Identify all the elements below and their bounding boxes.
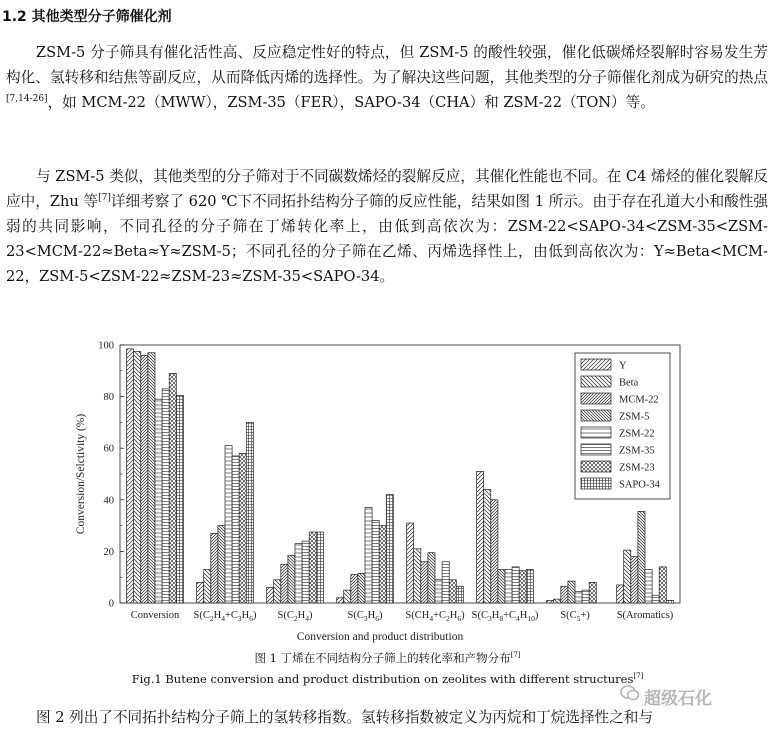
bar (512, 567, 519, 603)
bar (316, 532, 323, 603)
legend-label: SAPO-34 (619, 479, 660, 491)
y-tick-label: 80 (103, 392, 114, 404)
bar (309, 532, 316, 603)
x-tick-label: $S(C_5+)$ (560, 610, 590, 623)
bar (561, 586, 568, 603)
bar (449, 580, 456, 603)
x-tick-label: Conversion (130, 610, 180, 621)
x-tick-label: S(Aromatics) (616, 610, 674, 621)
legend-label: ZSM-35 (619, 445, 655, 457)
bar-chart (70, 335, 690, 647)
bar (414, 549, 421, 603)
bar (295, 544, 302, 603)
bar (351, 575, 358, 603)
legend-label: Y (619, 360, 627, 372)
bar (204, 569, 211, 603)
legend-swatch (581, 461, 611, 472)
bar (155, 399, 162, 603)
bar (498, 569, 505, 603)
bar (484, 489, 491, 603)
bar (519, 571, 526, 603)
paragraph-3: 图 2 列出了不同拓扑结构分子筛上的氢转移指数。氢转移指数被定义为丙烷和丁烷选择性之和与 (36, 709, 653, 726)
bar (141, 355, 148, 603)
x-tick-label: $S(CH_4+C_2H_6)$ (405, 610, 465, 623)
bar (302, 541, 309, 603)
y-tick-label: 60 (103, 443, 114, 455)
bar (589, 582, 596, 603)
legend-swatch (581, 444, 611, 455)
bar (582, 590, 589, 603)
bar (421, 562, 428, 603)
bar (246, 422, 253, 603)
bar (127, 349, 134, 603)
x-axis-label: Conversion and product distribution (296, 631, 464, 643)
y-tick-label: 40 (103, 495, 114, 507)
paragraph-1: ZSM-5 分子筛具有催化活性高、反应稳定性好的特点，但 ZSM-5 的酸性较强，催化低碳烯烃裂解时容易发生芳构化、氢转移和结焦等副反应，从而降低丙烯的选择性。为了解决这些问题，其他类型的分子筛催化剂成为研究的热点[7,14-26]，如 MCM-22（MWW），ZSM-35（FER），SAPO-34（CHA）和 ZSM-22（TON）等。 (6, 44, 768, 111)
bar (148, 353, 155, 603)
legend-label: ZSM-5 (619, 411, 650, 423)
bar (344, 590, 351, 603)
bar (372, 520, 379, 603)
y-axis-label: Conversion/Selctivity (%) (75, 413, 87, 535)
bar (652, 595, 659, 603)
bar (547, 600, 554, 603)
bar (575, 591, 582, 603)
bar (225, 446, 232, 603)
bar (162, 389, 169, 603)
bar (477, 471, 484, 603)
legend-swatch (581, 393, 611, 404)
legend-label: ZSM-22 (619, 428, 655, 440)
bar (232, 456, 239, 603)
bar (456, 586, 463, 603)
legend-swatch (581, 359, 611, 370)
bar (526, 569, 533, 603)
legend-swatch (581, 427, 611, 438)
citation[interactable]: [7] (98, 193, 111, 204)
bar (554, 599, 561, 603)
bar (407, 523, 414, 603)
paragraph-2: 与 ZSM-5 类似，其他类型的分子筛对于不同碳数烯烃的裂解反应，其催化性能也不同。在 C4 烯烃的催化裂解反应中，Zhu 等[7]详细考察了 620 ℃下不同拓扑结构分子筛的反应性能，结果如图 1 所示。由于存在孔道大小和酸性强弱的共同影响，不同孔径的分子筛在丁烯转化率上，由低到高依次为：ZSM-22<SAPO-34<ZSM-35<ZSM-23<MCM-22≈Beta≈Y≈ZSM-5；不同孔径的分子筛在乙烯、丙烯选择性上，由低到高依次为：Y≈Beta<MCM-22，ZSM-5<ZSM-22≈ZSM-23≈ZSM-35<SAPO-34。 (6, 168, 768, 285)
bar (274, 580, 281, 603)
bar (281, 564, 288, 603)
figure-caption-cn: 图 1 丁烯在不同结构分子筛上的转化率和产物分布[7] (254, 651, 521, 665)
bar (134, 351, 141, 603)
bar (624, 550, 631, 603)
bar (428, 553, 435, 603)
bar (645, 569, 652, 603)
y-tick-label: 100 (98, 340, 114, 352)
legend-swatch (581, 478, 611, 489)
bar (666, 600, 673, 603)
bar (239, 453, 246, 603)
bar (435, 580, 442, 603)
bar (358, 573, 365, 603)
bar (442, 562, 449, 603)
wechat-icon (620, 685, 640, 701)
legend-swatch (581, 376, 611, 387)
bar (211, 533, 218, 603)
bar (379, 526, 386, 603)
bar (568, 581, 575, 603)
legend-label: Beta (619, 377, 639, 389)
bar (288, 555, 295, 603)
citation[interactable]: [7,14-26] (6, 94, 48, 105)
bar (197, 582, 204, 603)
section-heading: 1.2 其他类型分子筛催化剂 (2, 9, 172, 25)
legend-box (575, 353, 670, 499)
watermark-logo: 超级石化 (644, 684, 712, 709)
legend-label: MCM-22 (619, 394, 659, 406)
bar (365, 508, 372, 603)
bar (631, 557, 638, 603)
x-tick-label: $S(C_2H_4)$ (277, 610, 313, 623)
y-tick-label: 20 (103, 546, 114, 558)
y-tick-label: 0 (108, 598, 114, 610)
bar (267, 588, 274, 603)
bar (491, 500, 498, 603)
bar (659, 567, 666, 603)
bar (505, 569, 512, 603)
bar (337, 598, 344, 603)
x-tick-label: $S(C_3H_6)$ (347, 610, 383, 623)
bar (386, 495, 393, 603)
x-tick-label: $S(C_2H_4+C_3H_6)$ (193, 610, 257, 623)
x-tick-label: $S(C_3H_8+C_4H_{10})$ (471, 610, 539, 623)
bar (638, 511, 645, 603)
bar (218, 526, 225, 603)
bar (617, 585, 624, 603)
bar (169, 373, 176, 603)
legend-label: ZSM-23 (619, 462, 655, 474)
bar (176, 395, 183, 603)
figure-caption-en: Fig.1 Butene conversion and product distribution on zeolites with different structures[7] (131, 672, 644, 686)
legend-swatch (581, 410, 611, 421)
